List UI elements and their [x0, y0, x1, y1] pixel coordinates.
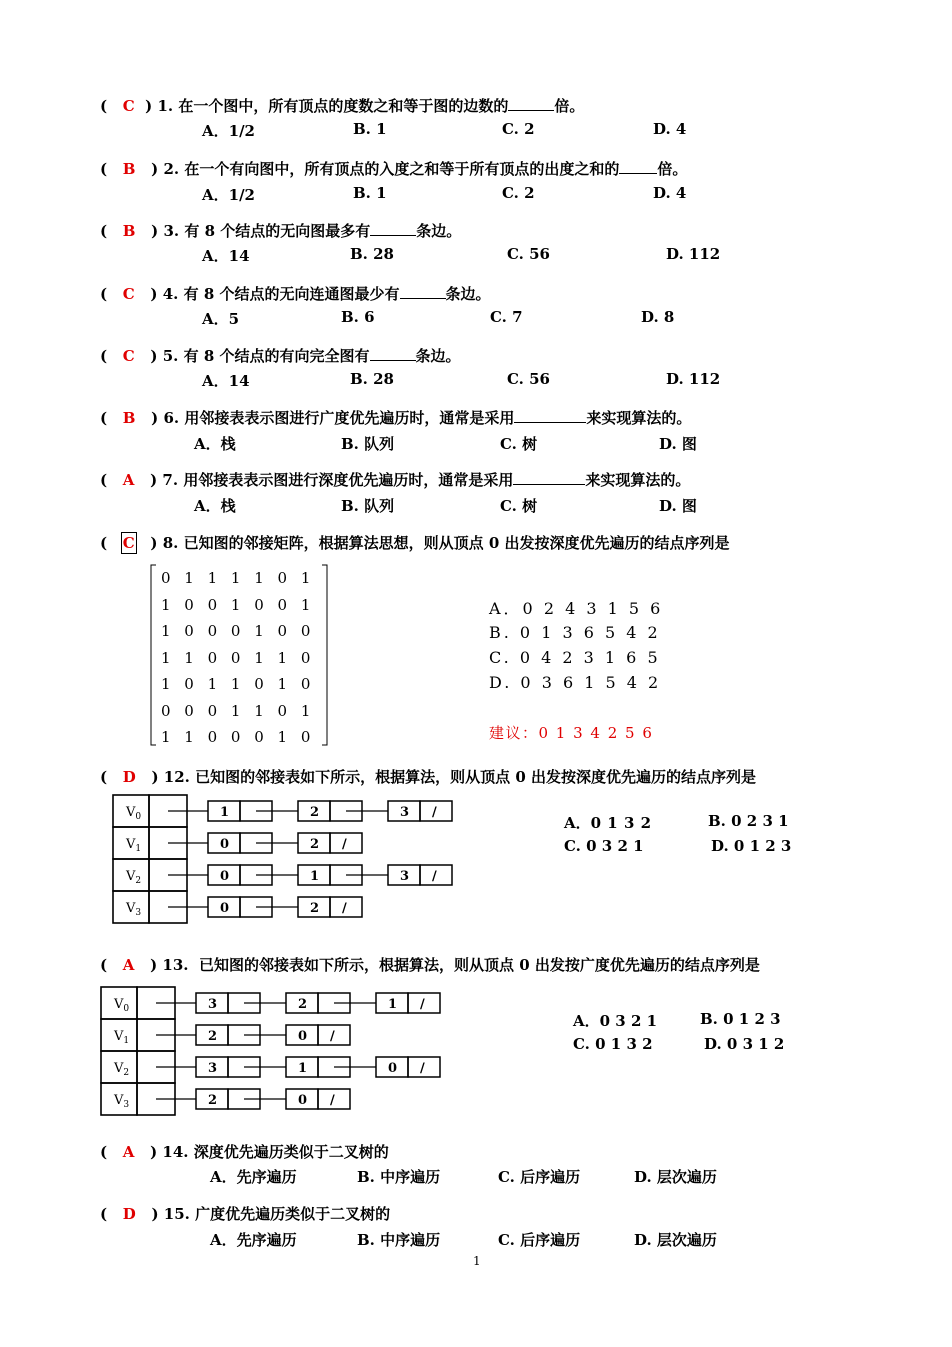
question-text: 已知图的邻接表如下所示，根据算法，则从顶点 0 出发按广度优先遍历的结点序列是 — [198, 956, 760, 974]
node-value: 0 — [220, 901, 230, 916]
option-c: C. 0 1 3 2 — [573, 1035, 653, 1053]
option-c: C. 56 — [507, 245, 550, 263]
question-number: 7. — [162, 471, 179, 489]
question-number: 3. — [163, 222, 180, 240]
option-b: B. 6 — [341, 308, 375, 326]
question-13: ( A ) 13. 已知图的邻接表如下所示，根据算法，则从顶点 0 出发按广度优先遍历的结点序列是 — [100, 956, 760, 974]
answer-13: A — [122, 956, 135, 974]
option-a: A．14 — [202, 247, 250, 265]
option-b: B. 1 — [353, 184, 387, 202]
question-text: 在一个图中，所有顶点的度数之和等于图的边数的 — [178, 97, 509, 115]
question-text: 有 8 个结点的无向图最多有 — [184, 222, 371, 240]
vertex-label: $V_0$ — [126, 805, 142, 822]
option-a: A．先序遍历 — [210, 1168, 297, 1186]
null-marker: / — [330, 1093, 335, 1108]
option-a: A．1/2 — [202, 122, 255, 140]
answer-14: A — [122, 1143, 135, 1161]
answer-blank — [619, 159, 657, 174]
option-d: D. 0 1 2 3 — [711, 837, 792, 855]
option-d: D. 4 — [653, 184, 687, 202]
option-b: B. 中序遍历 — [357, 1168, 441, 1186]
question-3: ( B ) 3. 有 8 个结点的无向图最多有 条边。 — [100, 222, 462, 240]
option-c: C. 0 4 2 3 1 6 5 — [489, 648, 661, 667]
vertex-label: $V_3$ — [126, 901, 142, 918]
vertex-label: $V_1$ — [114, 1029, 130, 1046]
option-d: D. 0 3 6 1 5 4 2 — [489, 673, 662, 692]
null-marker: / — [432, 869, 437, 884]
option-d: D. 4 — [653, 120, 687, 138]
answer-15: D — [122, 1205, 136, 1223]
null-marker: / — [342, 837, 347, 852]
node-value: 1 — [298, 1061, 308, 1076]
option-a: A．0 3 2 1 — [573, 1012, 658, 1030]
answer-blank — [400, 284, 446, 299]
matrix-row: 0 1 1 1 1 0 1 — [161, 569, 311, 587]
matrix-row: 1 1 0 0 0 1 0 — [161, 728, 311, 746]
question-number: 5. — [162, 347, 179, 365]
question-1: ( C ) 1. 在一个图中，所有顶点的度数之和等于图的边数的 倍。 — [100, 97, 585, 115]
node-value: 1 — [220, 805, 230, 820]
question-number: 14. — [162, 1143, 189, 1161]
node-value: 2 — [310, 805, 320, 820]
matrix-row: 1 1 0 0 1 1 0 — [161, 648, 311, 667]
question-4: ( C ) 4. 有 8 个结点的无向连通图最少有 条边。 — [100, 285, 491, 303]
question-text: 已知图的邻接矩阵，根据算法思想，则从顶点 0 出发按深度优先遍历的结点序列是 — [183, 534, 730, 552]
question-text-tail: 倍。 — [657, 160, 688, 178]
matrix-row: 1 0 0 1 0 0 1 — [161, 595, 311, 614]
option-c: C. 2 — [502, 184, 535, 202]
option-a: A．先序遍历 — [210, 1231, 297, 1249]
null-marker: / — [420, 1061, 425, 1076]
question-text-tail: 条边。 — [416, 222, 462, 240]
node-value: 0 — [388, 1061, 398, 1076]
vertex-label: $V_0$ — [114, 997, 130, 1014]
answer-blank — [508, 96, 554, 111]
option-a: A．5 — [202, 310, 240, 328]
answer-6: B — [122, 409, 136, 427]
question-text: 在一个有向图中，所有顶点的入度之和等于所有顶点的出度之和的 — [184, 160, 620, 178]
option-a: A．14 — [202, 372, 250, 390]
option-c: C. 56 — [507, 370, 550, 388]
option-d: D. 8 — [641, 308, 675, 326]
option-b: B. 0 1 3 6 5 4 2 — [489, 623, 661, 642]
question-text: 已知图的邻接表如下所示，根据算法，则从顶点 0 出发按深度优先遍历的结点序列是 — [195, 768, 757, 786]
question-text-tail: 来实现算法的。 — [586, 409, 692, 427]
option-b: B. 1 — [353, 120, 387, 138]
node-value: 0 — [298, 1093, 308, 1108]
node-value: 0 — [298, 1029, 308, 1044]
answer-4: C — [122, 285, 135, 303]
option-b: B. 0 2 3 1 — [708, 812, 789, 830]
null-marker: / — [342, 901, 347, 916]
question-text-tail: 条边。 — [415, 347, 461, 365]
question-text: 有 8 个结点的无向连通图最少有 — [183, 285, 400, 303]
question-15: ( D ) 15. 广度优先遍历类似于二叉树的 — [100, 1205, 391, 1223]
question-text: 用邻接表表示图进行深度优先遍历时，通常是采用 — [183, 471, 514, 489]
question-text: 深度优先遍历类似于二叉树的 — [193, 1143, 389, 1161]
vertex-label: $V_3$ — [114, 1093, 130, 1110]
option-a: A．1/2 — [202, 186, 255, 204]
option-a: A．0 2 4 3 1 5 6 — [489, 599, 664, 618]
question-number: 12. — [163, 768, 190, 786]
option-c: C. 树 — [500, 497, 538, 515]
adjacency-list-diagram-13 — [100, 985, 445, 1117]
option-d: D. 112 — [666, 245, 721, 263]
node-value: 2 — [310, 901, 320, 916]
question-6: ( B ) 6. 用邻接表表示图进行广度优先遍历时，通常是采用 来实现算法的。 — [100, 409, 692, 427]
vertex-label: $V_2$ — [126, 869, 142, 886]
question-text: 有 8 个结点的有向完全图有 — [183, 347, 370, 365]
vertex-label: $V_1$ — [126, 837, 142, 854]
question-text: 广度优先遍历类似于二叉树的 — [195, 1205, 391, 1223]
option-c: C. 0 3 2 1 — [564, 837, 644, 855]
suggestion-note: 建议：0 1 3 4 2 5 6 — [489, 724, 654, 742]
question-8: ( C ) 8. 已知图的邻接矩阵，根据算法思想，则从顶点 0 出发按深度优先遍历的结点序列是 — [100, 534, 730, 552]
answer-8: C — [122, 534, 135, 552]
matrix-row: 1 0 1 1 0 1 0 — [161, 675, 311, 693]
option-c: C. 后序遍历 — [498, 1231, 581, 1249]
question-12: ( D ) 12. 已知图的邻接表如下所示，根据算法，则从顶点 0 出发按深度优先遍历的结点序列是 — [100, 768, 757, 786]
question-number: 15. — [163, 1205, 190, 1223]
option-b: B. 0 1 2 3 — [700, 1010, 781, 1028]
answer-12: D — [122, 768, 136, 786]
question-2: ( B ) 2. 在一个有向图中，所有顶点的入度之和等于所有顶点的出度之和的 倍。 — [100, 160, 688, 178]
adjacency-matrix — [161, 565, 310, 751]
question-number: 8. — [162, 534, 179, 552]
option-c: C. 树 — [500, 435, 538, 453]
question-14: ( A ) 14. 深度优先遍历类似于二叉树的 — [100, 1143, 389, 1161]
vertex-label: $V_2$ — [114, 1061, 130, 1078]
page-number: 1 — [473, 1254, 481, 1268]
question-number: 4. — [162, 285, 179, 303]
node-value: 3 — [208, 1061, 218, 1076]
null-marker: / — [432, 805, 437, 820]
option-b: B. 28 — [350, 370, 394, 388]
answer-blank — [370, 346, 416, 361]
node-value: 0 — [220, 837, 230, 852]
option-c: C. 2 — [502, 120, 535, 138]
question-number: 6. — [163, 409, 180, 427]
question-number: 2. — [163, 160, 180, 178]
answer-blank — [513, 470, 585, 485]
adjacency-list-diagram-12 — [112, 793, 457, 925]
answer-5: C — [122, 347, 135, 365]
answer-blank — [514, 408, 586, 423]
option-b: B. 队列 — [341, 435, 395, 453]
option-d: D. 0 3 1 2 — [704, 1035, 785, 1053]
option-a: A．栈 — [194, 435, 236, 453]
question-number: 1. — [157, 97, 174, 115]
question-number: 13. — [162, 956, 189, 974]
node-value: 2 — [208, 1029, 218, 1044]
option-b: B. 队列 — [341, 497, 395, 515]
matrix-row: 1 0 0 0 1 0 0 — [161, 622, 311, 640]
node-value: 1 — [388, 997, 398, 1012]
option-d: D. 层次遍历 — [634, 1168, 717, 1186]
option-a: A．栈 — [194, 497, 236, 515]
option-d: D. 112 — [666, 370, 721, 388]
option-d: D. 图 — [659, 435, 697, 453]
option-a: A．0 1 3 2 — [564, 814, 652, 832]
option-b: B. 28 — [350, 245, 394, 263]
answer-2: B — [122, 160, 136, 178]
question-text-tail: 来实现算法的。 — [585, 471, 691, 489]
question-text-tail: 倍。 — [554, 97, 585, 115]
null-marker: / — [330, 1029, 335, 1044]
option-c: C. 7 — [490, 308, 523, 326]
answer-3: B — [122, 222, 136, 240]
option-d: D. 层次遍历 — [634, 1231, 717, 1249]
question-7: ( A ) 7. 用邻接表表示图进行深度优先遍历时，通常是采用 来实现算法的。 — [100, 471, 691, 489]
option-b: B. 中序遍历 — [357, 1231, 441, 1249]
node-value: 1 — [310, 869, 320, 884]
node-value: 3 — [400, 869, 410, 884]
answer-7: A — [122, 471, 135, 489]
matrix-row: 0 0 0 1 1 0 1 — [161, 701, 311, 720]
node-value: 3 — [208, 997, 218, 1012]
node-value: 2 — [310, 837, 320, 852]
null-marker: / — [420, 997, 425, 1012]
node-value: 3 — [400, 805, 410, 820]
question-5: ( C ) 5. 有 8 个结点的有向完全图有 条边。 — [100, 347, 461, 365]
node-value: 2 — [298, 997, 308, 1012]
answer-1: C — [122, 97, 135, 115]
question-text-tail: 条边。 — [445, 285, 491, 303]
answer-blank — [370, 221, 416, 236]
node-value: 2 — [208, 1093, 218, 1108]
question-text: 用邻接表表示图进行广度优先遍历时，通常是采用 — [184, 409, 515, 427]
node-value: 0 — [220, 869, 230, 884]
option-d: D. 图 — [659, 497, 697, 515]
option-c: C. 后序遍历 — [498, 1168, 581, 1186]
